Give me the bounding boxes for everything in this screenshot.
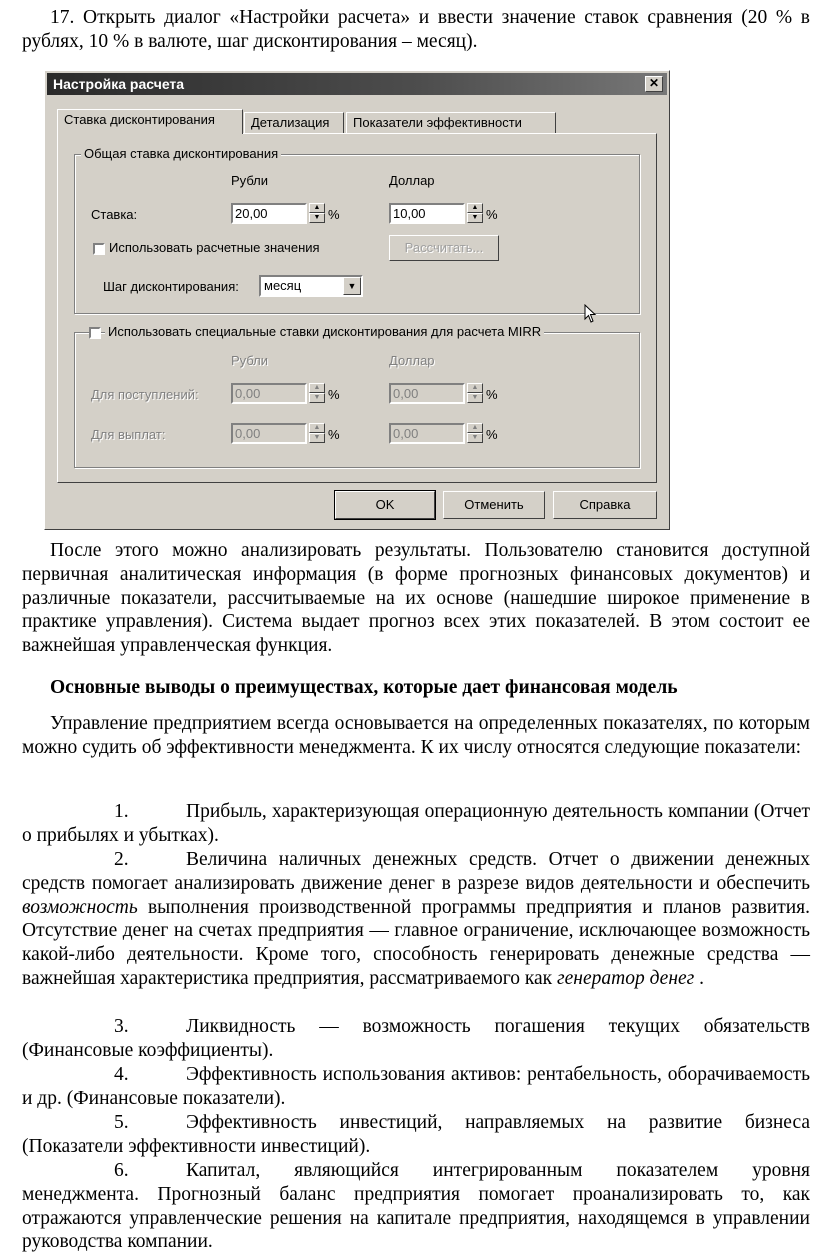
- col-usd-label: Доллар: [389, 173, 435, 188]
- list-text-italic: возможность: [22, 896, 138, 918]
- income-usd-input[interactable]: 0,00: [389, 383, 465, 404]
- list-text: Прибыль, характеризующая операционную деятельность компании (Отчет о прибылях и убытках).: [22, 801, 810, 846]
- col-rub-label: Рубли: [231, 173, 269, 188]
- calculate-button[interactable]: Рассчитать...: [389, 235, 499, 261]
- rate-rub-spinner[interactable]: [309, 203, 325, 224]
- list-number: 3.: [114, 1016, 129, 1037]
- use-calc-label: Использовать расчетные значения: [109, 240, 320, 255]
- tab-discount-rate[interactable]: Ставка дисконтирования: [57, 109, 243, 134]
- after-dialog-paragraph: После этого можно анализировать результаты. Пользователю становится доступной первичная аналитическая информация (в форме прогнозных финансовых документов) и различные показатели, рассчитываемые на их основе (нашедшие широкое применение в практике управления). Система выдает прогноз всех этих показателей. В этом состоит ее важнейшая управленческая функция.: [22, 540, 810, 657]
- spin-up-icon[interactable]: ▲: [309, 383, 325, 393]
- tab-panel: [57, 133, 657, 483]
- cancel-button[interactable]: Отменить: [443, 491, 545, 519]
- rate-rub-pct: %: [328, 207, 340, 222]
- list-text-part: .: [694, 967, 705, 989]
- chevron-down-icon[interactable]: ▼: [343, 277, 361, 295]
- lead-paragraph: Управление предприятием всегда основывается на определенных показателях, по которым можно судить об эффективности менеджмента. К их числу относятся следующие показатели:: [22, 713, 810, 758]
- list-item: [22, 1015, 810, 1063]
- dialog-title: Настройка расчета: [53, 76, 185, 92]
- list-text-italic: генератор денег: [557, 967, 695, 989]
- list-text-part: выполнения производственной программы предприятия и планов развития. Отсутствие денег на счетах предприятия — главное ограничение, исключающее возможность какой-либо деятельности. Кроме того, способность генерировать денежные средства — важнейшая характеристика предприятия, рассматриваемого как: [22, 896, 810, 989]
- income-rub-input[interactable]: 0,00: [231, 383, 307, 404]
- income-usd-spinner[interactable]: [467, 383, 483, 404]
- list-text: Эффективность инвестиций, направляемых на развитие бизнеса (Показатели эффективности инвестиций).: [22, 1112, 810, 1157]
- income-usd-pct: %: [486, 387, 498, 402]
- tab-efficiency[interactable]: Показатели эффективности: [346, 112, 556, 133]
- list-number: 2.: [114, 849, 129, 870]
- list-text: Эффективность использования активов: рентабельность, оборачиваемость и др. (Финансовые показатели).: [22, 1064, 810, 1109]
- payments-rub-input[interactable]: 0,00: [231, 423, 307, 444]
- list-number: 4.: [114, 1064, 129, 1085]
- settings-dialog: [44, 70, 670, 530]
- rate-rub-input[interactable]: 20,00: [231, 203, 307, 224]
- list-number: 6.: [114, 1160, 129, 1181]
- list-number: 1.: [114, 801, 129, 822]
- spin-down-icon[interactable]: ▼: [467, 213, 483, 223]
- spin-down-icon[interactable]: ▼: [467, 393, 483, 403]
- list-item: [22, 800, 810, 848]
- list-item: [22, 1111, 810, 1159]
- spin-up-icon[interactable]: ▲: [309, 423, 325, 433]
- section-heading: Основные выводы о преимуществах, которые дает финансовая модель: [50, 677, 678, 698]
- income-label: Для поступлений:: [91, 387, 199, 402]
- spin-down-icon[interactable]: ▼: [467, 433, 483, 443]
- step-label: Шаг дисконтирования:: [103, 279, 239, 294]
- mouse-cursor-icon: [584, 304, 598, 324]
- mirr-col-rub-label: Рубли: [231, 353, 269, 368]
- mirr-checkbox[interactable]: [89, 327, 101, 339]
- list-text: Капитал, являющийся интегрированным показателем уровня менеджмента. Прогнозный баланс предприятия помогает проанализировать то, как отражаются управленческие решения на капитале предприятия, находящемся в управлении руководства компании.: [22, 1160, 810, 1253]
- list-item: [22, 1063, 810, 1111]
- step-select-value: месяц: [264, 278, 302, 293]
- spin-up-icon[interactable]: ▲: [309, 203, 325, 213]
- rate-label: Ставка:: [91, 207, 138, 222]
- payments-label: Для выплат:: [91, 427, 166, 442]
- use-calc-checkbox[interactable]: [93, 243, 105, 255]
- payments-rub-pct: %: [328, 427, 340, 442]
- spin-up-icon[interactable]: ▲: [467, 383, 483, 393]
- mirr-col-usd-label: Доллар: [389, 353, 435, 368]
- spin-down-icon[interactable]: ▼: [309, 213, 325, 223]
- rate-usd-pct: %: [486, 207, 498, 222]
- rate-usd-input[interactable]: 10,00: [389, 203, 465, 224]
- income-rub-spinner[interactable]: [309, 383, 325, 404]
- income-rub-pct: %: [328, 387, 340, 402]
- list-item: [22, 1159, 810, 1254]
- list-text-part: Величина наличных денежных средств. Отчет о движении денежных средств помогает анализировать движение денег в разрезе видов деятельности и обеспечить: [22, 849, 810, 894]
- spin-down-icon[interactable]: ▼: [309, 433, 325, 443]
- spin-down-icon[interactable]: ▼: [309, 393, 325, 403]
- payments-usd-input[interactable]: 0,00: [389, 423, 465, 444]
- intro-paragraph: 17. Открыть диалог «Настройки расчета» и ввести значение ставок сравнения (20 % в рублях, 10 % в валюте, шаг дисконтирования – месяц).: [22, 7, 810, 52]
- payments-usd-pct: %: [486, 427, 498, 442]
- list-text: Ликвидность — возможность погашения текущих обязательств (Финансовые коэффициенты).: [22, 1016, 810, 1061]
- tab-detail[interactable]: Детализация: [244, 112, 344, 133]
- list-item: [22, 848, 810, 991]
- mirr-group-legend: Использовать специальные ставки дисконтирования для расчета MIRR: [105, 324, 544, 339]
- list-text: [22, 848, 810, 991]
- payments-usd-spinner[interactable]: [467, 423, 483, 444]
- dialog-titlebar: [47, 73, 667, 95]
- step-select[interactable]: [259, 275, 363, 297]
- general-group-legend: Общая ставка дисконтирования: [81, 146, 281, 161]
- close-icon[interactable]: ✕: [645, 76, 663, 92]
- rate-usd-spinner[interactable]: [467, 203, 483, 224]
- payments-rub-spinner[interactable]: [309, 423, 325, 444]
- spin-up-icon[interactable]: ▲: [467, 423, 483, 433]
- list-number: 5.: [114, 1112, 129, 1133]
- mirr-group: [74, 324, 640, 468]
- general-rate-group: [74, 146, 640, 314]
- ok-button[interactable]: OK: [335, 491, 435, 519]
- spin-up-icon[interactable]: ▲: [467, 203, 483, 213]
- help-button[interactable]: Справка: [553, 491, 657, 519]
